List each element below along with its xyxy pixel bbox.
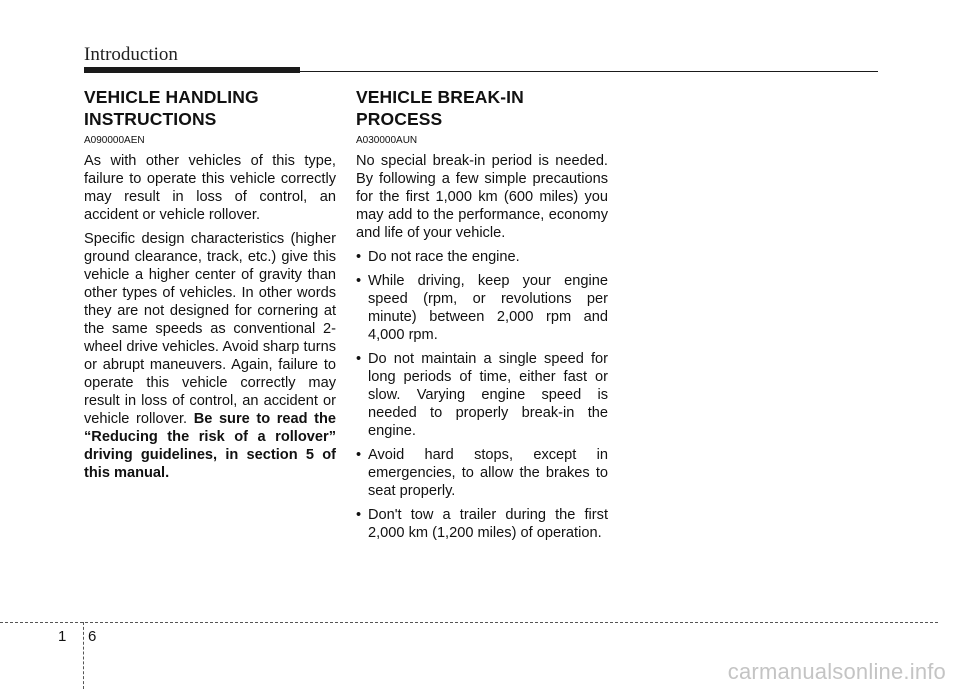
paragraph-text: Specific design characteristics (higher ground clearance, track, etc.) give this vehicle a higher center of gravity than other types of vehicles. In other words they are not designed for cornering at the same speeds as conventional 2-wheel drive vehicles. Avoid sharp turns or abrupt maneuvers. Again, failure to operate this vehicle correctly may result in loss of control, an accident or vehicle rollover. (84, 231, 336, 427)
section-title-break-in (356, 86, 608, 130)
section-title-line2: INSTRUCTIONS (84, 109, 217, 129)
paragraph-with-warning (84, 230, 336, 482)
section-title-line1: VEHICLE BREAK-IN (356, 87, 524, 107)
section-title-handling (84, 86, 336, 130)
bullet-icon: • (356, 447, 362, 463)
list-item: • Avoid hard stops, except in emergencies, to allow the brakes to seat properly. (356, 447, 608, 499)
list-item: • Do not race the engine. (356, 249, 520, 265)
bullet-icon: • (356, 351, 362, 367)
header-rule-thick (84, 67, 300, 73)
section-code: A030000AUN (356, 135, 418, 146)
header-rule-thin (300, 71, 878, 72)
section-title-line2: PROCESS (356, 109, 443, 129)
vehicle-handling-section (84, 86, 336, 488)
footer-divider (0, 622, 938, 623)
section-code: A090000AEN (84, 135, 145, 146)
section-title-line1: VEHICLE HANDLING (84, 87, 259, 107)
bullet-icon: • (356, 273, 362, 289)
rollover-warning-text: Be sure to read the “Reducing the risk of a rollover” driving guidelines, in section 5 of this manual. (84, 411, 336, 481)
page-number: 6 (88, 628, 97, 645)
list-item: • While driving, keep your engine speed (rpm, or revolutions per minute) between 2,000 rpm and 4,000 rpm. (356, 273, 608, 343)
list-item: • Don't tow a trailer during the first 2,000 km (1,200 miles) of operation. (356, 507, 608, 541)
paragraph: No special break-in period is needed. By following a few simple precautions for the first 1,000 km (600 miles) you may add to the performance, economy and life of your vehicle. (356, 153, 608, 241)
page-chapter: 1 (58, 628, 67, 645)
bullet-icon: • (356, 249, 362, 265)
bullet-icon: • (356, 507, 362, 523)
watermark: carmanualsonline.info (727, 659, 946, 684)
footer-vertical-divider (83, 622, 84, 689)
paragraph: As with other vehicles of this type, failure to operate this vehicle correctly may result in loss of control, an accident or vehicle rollover. (84, 153, 336, 223)
list-item: • Do not maintain a single speed for long periods of time, either fast or slow. Varying engine speed is needed to properly break-in the engine. (356, 351, 608, 439)
break-in-list (356, 248, 608, 542)
vehicle-break-in-section (356, 86, 608, 548)
header-title: Introduction (84, 44, 178, 65)
